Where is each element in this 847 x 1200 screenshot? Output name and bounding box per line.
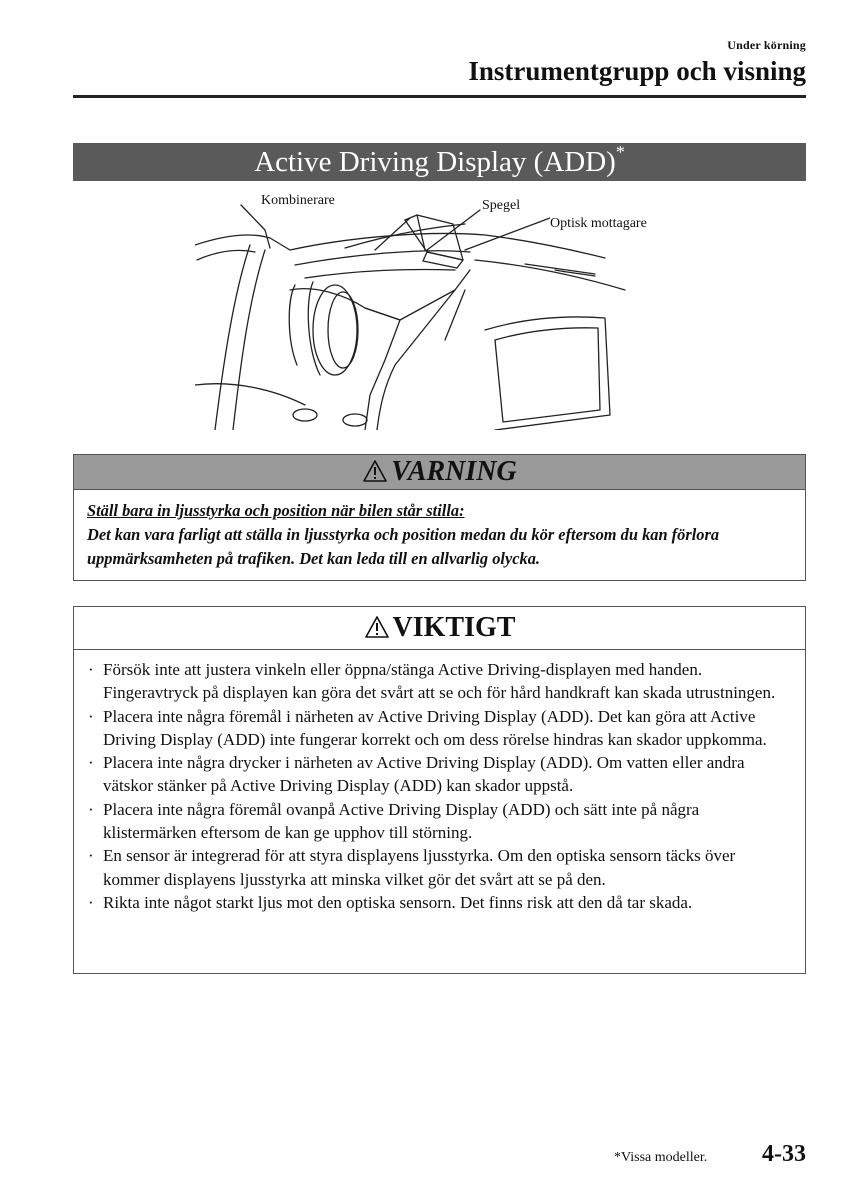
list-item-text: Placera inte några föremål ovanpå Active Driving Display (ADD) och sätt inte på några klistermärken eftersom de kan ge upphov till störning. xyxy=(103,799,700,843)
callout-mirror: Spegel xyxy=(482,198,521,213)
bullet: · xyxy=(88,846,94,866)
bullet: · xyxy=(88,799,94,819)
list-item xyxy=(86,751,795,798)
list-item-text: En sensor är integrerad för att styra displayens ljusstyrka. Om den optiska sensorn täcks över kommer displayens ljusstyrka att minska vilket gör det svårt att se på den. xyxy=(103,846,736,889)
bullet: · xyxy=(88,706,94,726)
footnote: *Vissa modeller. xyxy=(614,1150,708,1165)
important-box xyxy=(73,606,806,974)
section-title: Active Driving Display (ADD) xyxy=(254,146,616,178)
callout-combiner: Kombinerare xyxy=(261,193,335,208)
warning-text: Det kan vara farligt att ställa in ljusstyrka och position medan du kör eftersom du kan förlora uppmärksamheten på trafiken. Det kan leda till en allvarlig olycka. xyxy=(87,525,720,568)
warning-body xyxy=(74,490,805,571)
bullet: · xyxy=(88,892,94,912)
warning-heading-text: VARNING xyxy=(391,456,517,487)
important-list xyxy=(74,650,805,914)
warning-box xyxy=(73,454,806,581)
dashboard-illustration xyxy=(195,190,675,430)
page-number: 4-33 xyxy=(762,1141,806,1167)
list-item xyxy=(86,705,795,752)
list-item xyxy=(86,844,795,891)
caution-triangle-icon xyxy=(364,615,390,639)
list-item-text: Rikta inte något starkt ljus mot den optiska sensorn. Det finns risk att den då tar skada. xyxy=(103,892,693,912)
bullet: · xyxy=(88,660,94,679)
list-item-text: Försök inte att justera vinkeln eller öppna/stänga Active Driving-displayen med handen. Fingeravtryck på displayen kan göra det svårt att se och för hård handkraft kan skada utrustningen. xyxy=(103,660,776,703)
bullet: · xyxy=(88,753,94,773)
header-section-label: Under körning xyxy=(727,38,806,52)
list-item xyxy=(86,891,795,914)
warning-triangle-icon xyxy=(362,459,388,483)
callout-optical-sensor: Optisk mottagare xyxy=(550,216,647,231)
warning-lead: Ställ bara in ljusstyrka och position när bilen står stilla: xyxy=(87,501,465,520)
important-heading-text: VIKTIGT xyxy=(392,612,516,643)
list-item xyxy=(86,658,795,705)
section-banner xyxy=(73,143,806,181)
important-heading xyxy=(74,607,805,650)
warning-heading xyxy=(74,455,805,490)
list-item-text: Placera inte några drycker i närheten av Active Driving Display (ADD). Om vatten eller andra vätskor stänker på Active Driving Display (ADD) kan skador uppstå. xyxy=(103,753,745,796)
page-title: Instrumentgrupp och visning xyxy=(468,56,806,86)
list-item xyxy=(86,798,795,845)
list-item-text: Placera inte några föremål i närheten av Active Driving Display (ADD). Det kan göra att Active Driving Display (ADD) inte fungerar korrekt och om dess rörelse hindras kan skador uppkomma. xyxy=(103,706,767,749)
section-asterisk: * xyxy=(615,142,625,162)
header-divider xyxy=(73,95,806,98)
